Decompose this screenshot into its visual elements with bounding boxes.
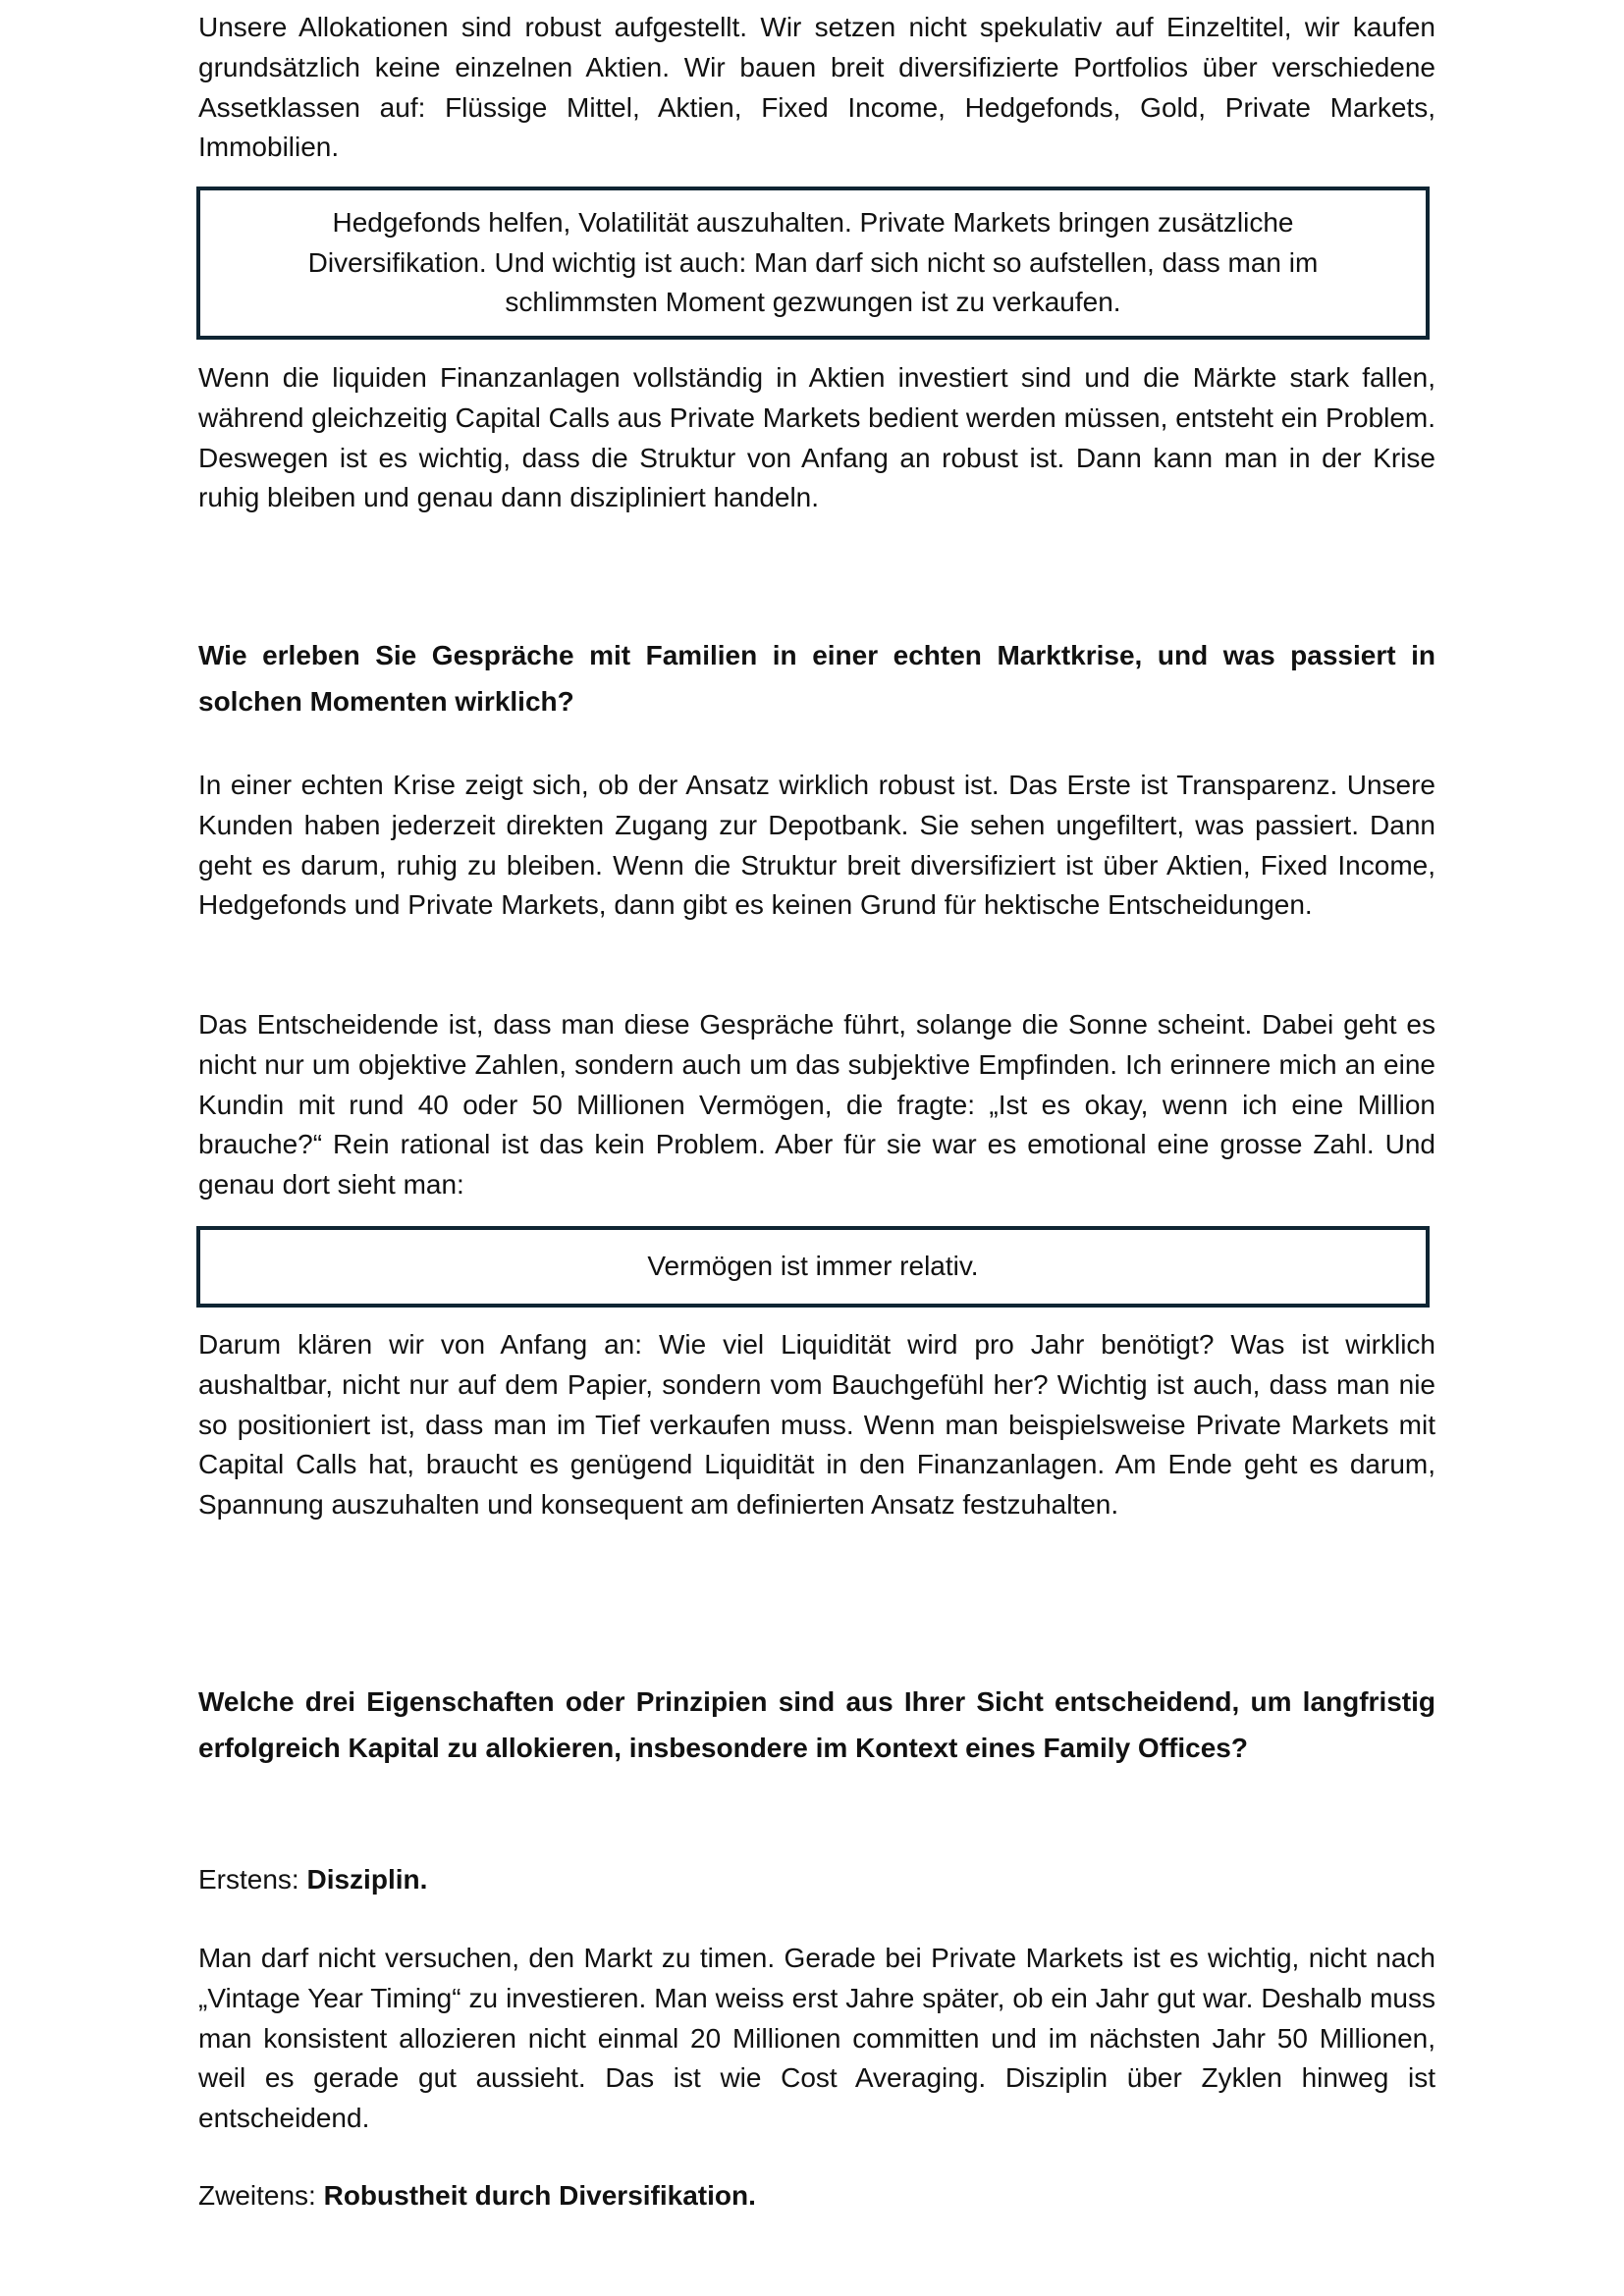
paragraph-discipline: Man darf nicht versuchen, den Markt zu timen. Gerade bei Private Markets ist es wichtig, nicht nach „Vintage Year Timing“ zu investieren. Man weiss erst Jahre später, ob ein Jahr gut war. Deshalb muss man konsistent allozieren nicht einmal 20 Millionen committen und im nächsten Jahr 50 Millionen, weil es gerade gut aussieht. Das ist wie Cost Averaging. Disziplin über Zyklen hinweg ist entscheidend. xyxy=(198,1943,1435,2134)
question-heading-principles: Welche drei Eigenschaften oder Prinzipien sind aus Ihrer Sicht entscheidend, um langfristig erfolgreich Kapital zu allokieren, insbesondere im Kontext eines Family Offices? xyxy=(198,1686,1435,1763)
principle-first xyxy=(198,1860,1435,1900)
paragraph-allocations: Unsere Allokationen sind robust aufgestellt. Wir setzen nicht spekulativ auf Einzeltitel, wir kaufen grundsätzlich keine einzelnen Aktien. Wir bauen breit diversifizierte Portfolios über verschiedene Assetklassen auf: Flüssige Mittel, Aktien, Fixed Income, Hedgefonds, Gold, Private Markets, Immobilien. xyxy=(198,12,1435,163)
principle-title: Disziplin. xyxy=(306,1864,428,1895)
pull-quote-text: Vermögen ist immer relativ. xyxy=(647,1251,979,1282)
pull-quote-hedgefonds xyxy=(196,187,1430,340)
principle-label: Zweitens: xyxy=(198,2180,324,2211)
paragraph-conversations: Das Entscheidende ist, dass man diese Gespräche führt, solange die Sonne scheint. Dabei geht es nicht nur um objektive Zahlen, sondern auch um das subjektive Empfinden. Ich erinnere mich an eine Kundin mit rund 40 oder 50 Millionen Vermögen, die fragte: „Ist es okay, wenn ich eine Million brauche?“ Rein rational ist das kein Problem. Aber für sie war es emotional eine grosse Zahl. Und genau dort sieht man: xyxy=(198,1009,1435,1201)
paragraph-liquidity: Wenn die liquiden Finanzanlagen vollständig in Aktien investiert sind und die Märkte stark fallen, während gleichzeitig Capital Calls aus Private Markets bedient werden müssen, entsteht ein Problem. Deswegen ist es wichtig, dass die Struktur von Anfang an robust ist. Dann kann man in der Krise ruhig bleiben und genau dann diszipliniert handeln. xyxy=(198,362,1435,513)
pull-quote-relative xyxy=(196,1226,1430,1308)
pull-quote-text: Hedgefonds helfen, Volatilität auszuhalten. Private Markets bringen zusätzliche Diversifikation. Und wichtig ist auch: Man darf sich nicht so aufstellen, dass man im schlimmsten Moment gezwungen ist zu verkaufen. xyxy=(307,206,1319,318)
paragraph-liquidity-needs: Darum klären wir von Anfang an: Wie viel Liquidität wird pro Jahr benötigt? Was ist wirklich aushaltbar, nicht nur auf dem Papier, sondern vom Bauchgefühl her? Wichtig ist auch, dass man nie so positioniert ist, dass man im Tief verkaufen muss. Wenn man beispielsweise Private Markets mit Capital Calls hat, braucht es genügend Liquidität in den Finanzanlagen. Am Ende geht es darum, Spannung auszuhalten und konsequent am definierten Ansatz festzuhalten. xyxy=(198,1329,1435,1521)
principle-second xyxy=(198,2176,1435,2216)
principle-title: Robustheit durch Diversifikation. xyxy=(323,2180,756,2211)
paragraph-crisis: In einer echten Krise zeigt sich, ob der Ansatz wirklich robust ist. Das Erste ist Transparenz. Unsere Kunden haben jederzeit direkten Zugang zur Depotbank. Sie sehen ungefiltert, was passiert. Dann geht es darum, ruhig zu bleiben. Wenn die Struktur breit diversifiziert ist über Aktien, Fixed Income, Hedgefonds und Private Markets, dann gibt es keinen Grund für hektische Entscheidungen. xyxy=(198,770,1435,921)
question-heading-crisis: Wie erleben Sie Gespräche mit Familien in einer echten Marktkrise, und was passiert in solchen Momenten wirklich? xyxy=(198,640,1435,717)
principle-label: Erstens: xyxy=(198,1864,307,1895)
